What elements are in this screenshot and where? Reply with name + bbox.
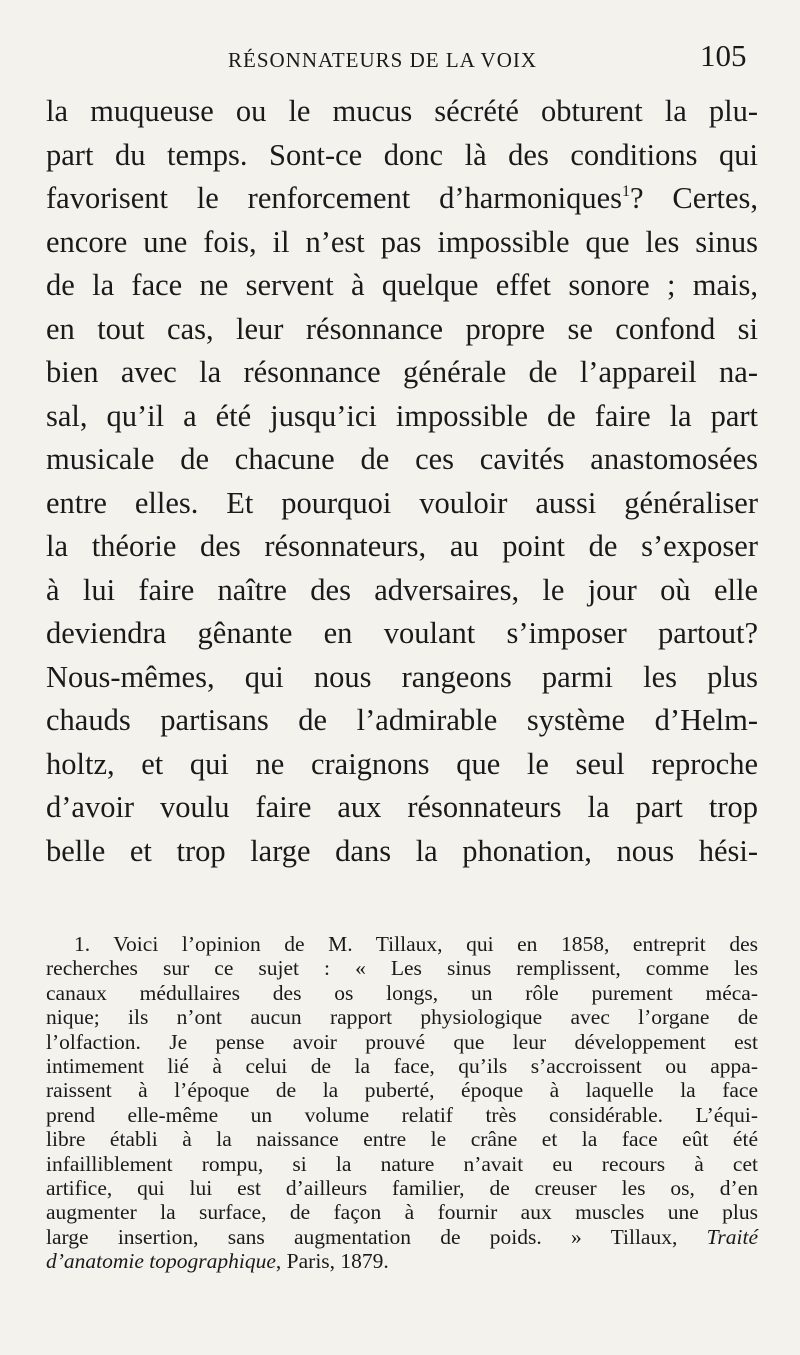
footnote-line [46,1249,758,1273]
body-text [46,90,758,873]
body-line: en tout cas, leur résonnance propre se confond si [46,311,758,346]
citation-tail: , Paris, 1879. [275,1249,389,1274]
body-line-tail: ? Certes, [630,181,758,215]
body-line: d’avoir voulu faire aux résonnateurs la part trop [46,790,758,824]
body-line: entre elles. Et pourquoi vouloir aussi généraliser [46,485,758,520]
footnote-line: raissent à l’époque de la puberté, époque à laquelle la face [46,1078,758,1103]
footnote-line: prend elle-même un volume relatif très considérable. L’équi- [46,1102,758,1127]
footnote-line: intimement lié à celui de la face, qu’ils s’accroissent ou appa- [46,1053,758,1078]
body-line: la muqueuse ou le mucus sécrété obturent la plu- [46,94,758,128]
body-line: holtz, et qui ne craignons que le seul reproche [46,746,758,781]
footnote-line: nique; ils n’ont aucun rapport physiologique avec l’organe de [46,1005,758,1030]
body-line: la théorie des résonnateurs, au point de s’exposer [46,529,758,563]
footnote-line: libre établi à la naissance entre le crâne et la face eût été [46,1127,758,1152]
footnote-line: 1. Voici l’opinion de M. Tillaux, qui en 1858, entreprit des [74,932,758,956]
body-line: musicale de chacune de ces cavités anastomosées [46,442,758,476]
body-line-text: favorisent le renforcement d’harmoniques [46,181,623,215]
running-head [0,38,800,88]
page-number: 105 [700,38,747,73]
body-line [46,177,758,221]
body-line: Nous-mêmes, qui nous rangeons parmi les plus [46,659,758,694]
body-line: sal, qu’il a été jusqu’ici impossible de faire la part [46,398,758,433]
footnote-line [46,1225,758,1249]
footnote-reference: 1 [622,183,631,200]
citation-title: Traité [706,1224,759,1249]
footnote [46,932,758,1273]
running-title: RÉSONNATEURS DE LA VOIX [228,48,538,72]
footnote-line: augmenter la surface, de façon à fournir aux muscles une plus [46,1200,758,1225]
citation-title: d’anatomie topographique [46,1249,276,1274]
footnote-line: canaux médullaires des os longs, un rôle purement méca- [46,980,758,1005]
footnote-line: artifice, qui lui est d’ailleurs familier, de creuser les os, d’en [46,1175,758,1200]
body-line: à lui faire naître des adversaires, le jour où elle [46,572,758,607]
body-line: part du temps. Sont-ce donc là des conditions qui [46,137,758,172]
footnote-line: recherches sur ce sujet : « Les sinus remplissent, comme les [46,956,758,981]
body-line: chauds partisans de l’admirable système d’Helm- [46,703,758,737]
body-line: encore une fois, il n’est pas impossible que les sinus [46,224,758,259]
footnote-line: infailliblement rompu, si la nature n’avait eu recours à cet [46,1151,758,1176]
body-line: bien avec la résonnance générale de l’appareil na- [46,355,758,389]
body-line: de la face ne servent à quelque effet sonore ; mais, [46,268,758,302]
footnote-line: l’olfaction. Je pense avoir prouvé que leur développement est [46,1029,758,1054]
body-line: belle et trop large dans la phonation, nous hési- [46,833,758,868]
body-line: deviendra gênante en voulant s’imposer partout? [46,616,758,650]
footnote-line-text: large insertion, sans augmentation de poids. » Tillaux, [46,1224,678,1249]
